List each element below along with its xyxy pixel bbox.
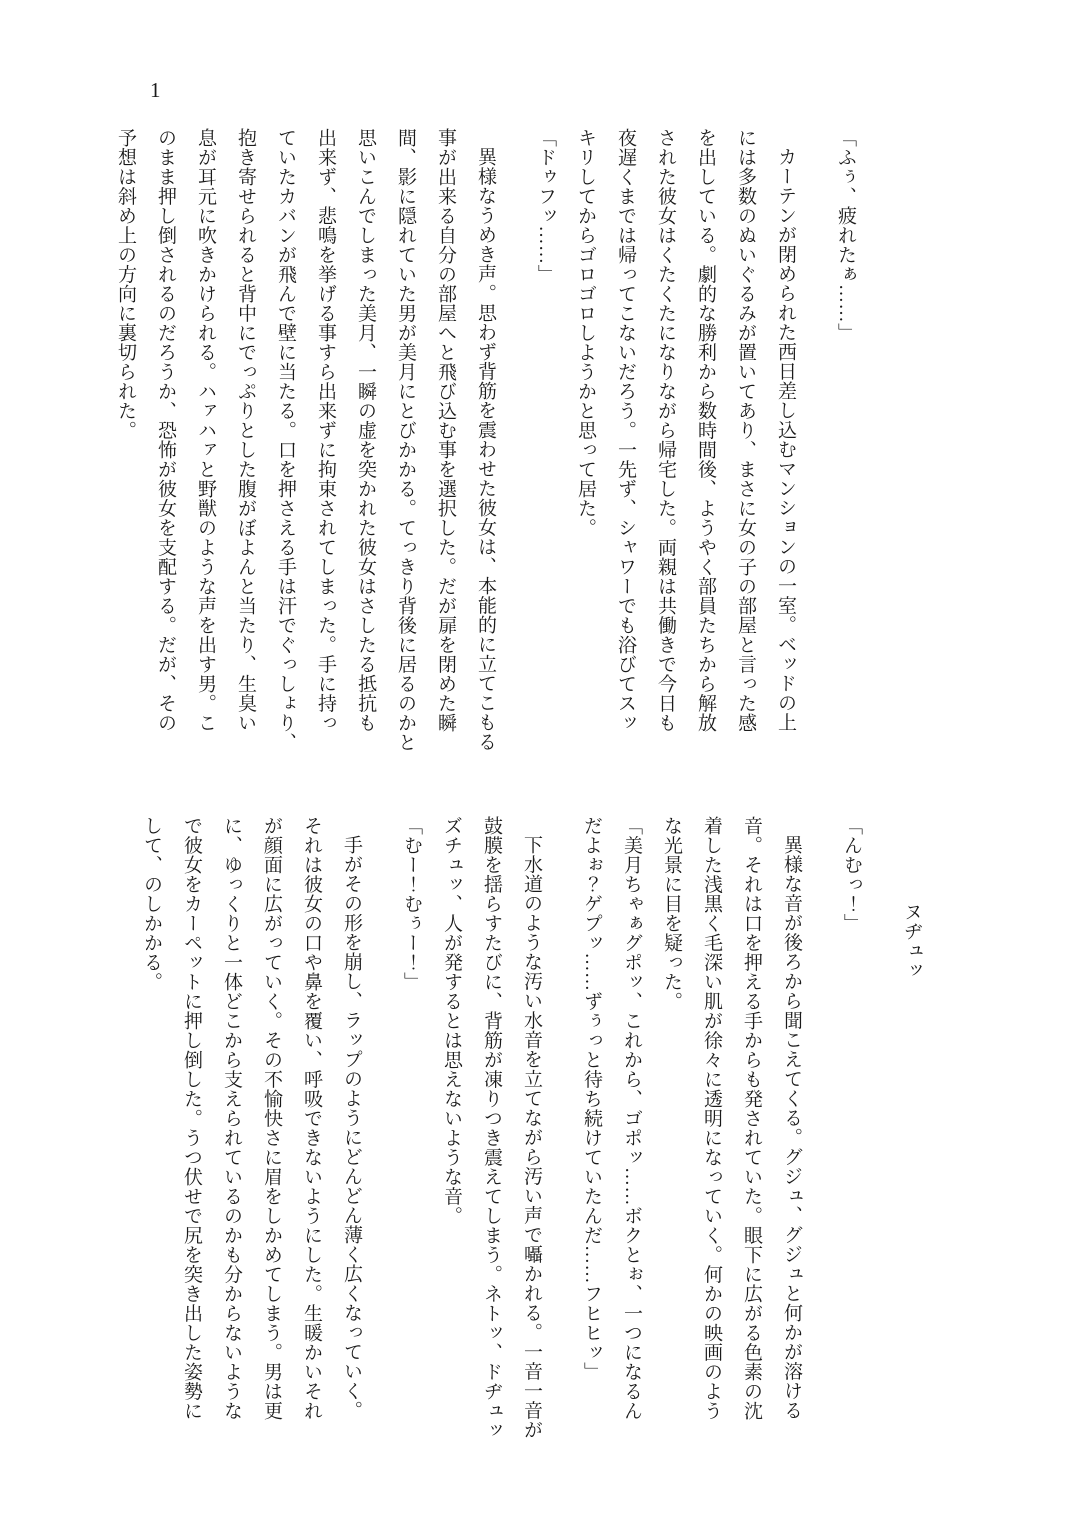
narration-line: 間、影に隠れていた男が美月にとびかかる。てっきり背後に居るのかと xyxy=(395,128,416,752)
narration-line: カーテンが閉められた西日差し込むマンションの一室。ベッドの上 xyxy=(775,147,796,732)
narration-line: 出来ず、悲鳴を挙げる事すら出来ずに拘束されてしまった。手に持っ xyxy=(315,128,336,733)
dialogue-line: 「んむっ！」 xyxy=(841,816,862,933)
narration-line: を出している。劇的な勝利から数時間後、ようやく部員たちから解放 xyxy=(695,128,716,733)
narration-line: ズチュッ、人が発するとは思えないような音。 xyxy=(441,816,462,1226)
narration-line: 息が耳元に吹きかけられる。ハァハァと野獣のような声を出す男。こ xyxy=(195,128,216,733)
page-number: 1 xyxy=(150,78,161,102)
dialogue-line: 「ドゥフッ……」 xyxy=(535,128,556,284)
dialogue-line: 「ふぅ、疲れたぁ……」 xyxy=(835,128,856,343)
narration-line: して、のしかかる。 xyxy=(141,816,162,992)
narration-line: 異様な音が後ろから聞こえてくる。グジュ、グジュと何かが溶ける xyxy=(781,835,802,1420)
narration-line: 下水道のような汚い水音を立てながら汚い声で囁かれる。一音一音が xyxy=(521,835,542,1440)
narration-line: 着した浅黒く毛深い肌が徐々に透明になっていく。何かの映画のよう xyxy=(701,816,722,1421)
narration-line: 事が出来る自分の部屋へと飛び込む事を選択した。だが扉を閉めた瞬 xyxy=(435,128,456,733)
narration-line: 抱き寄せられると背中にでっぷりとした腹がぼよんと当たり、生臭い xyxy=(235,128,256,733)
top-text-block xyxy=(105,128,865,756)
narration-line: には多数のぬいぐるみが置いてあり、まさに女の子の部屋と言った感 xyxy=(735,128,756,733)
narration-line: で彼女をカーペットに押し倒した。うつ伏せで尻を突き出した姿勢に xyxy=(181,816,202,1421)
narration-line: キリしてからゴロゴロしようかと思って居た。 xyxy=(575,128,596,538)
narration-line: に、ゆっくりと一体どこから支えられているのかも分からないような xyxy=(221,816,242,1421)
dialogue-line: だよぉ？ゲプッ……ずぅっと待ち続けていたんだ……フヒヒッ」 xyxy=(581,816,602,1382)
narration-line: 異様なうめき声。思わず背筋を震わせた彼女は、本能的に立てこもる xyxy=(475,147,496,752)
narration-line: 手がその形を崩し、ラップのようにどんどん薄く広くなっていく。 xyxy=(341,835,362,1420)
narration-line: 夜遅くまでは帰ってこないだろう。一先ず、シャワーでも浴びてスッ xyxy=(615,128,636,733)
bottom-text-block xyxy=(131,816,931,1456)
dialogue-line: 「むー！むぅー！」 xyxy=(401,816,422,992)
narration-line: が顔面に広がっていく。その不愉快さに眉をしかめてしまう。男は更 xyxy=(261,816,282,1421)
narration-line: のまま押し倒されるのだろうか、恐怖が彼女を支配する。だが、その xyxy=(155,128,176,733)
narration-line: ていたカバンが飛んで壁に当たる。口を押さえる手は汗でぐっしょり、 xyxy=(275,128,296,752)
dialogue-line: 「美月ちゃぁグポッ、これから、ゴポッ……ボクとぉ、一つになるん xyxy=(621,816,642,1421)
narration-line: それは彼女の口や鼻を覆い、呼吸できないようにした。生暖かいそれ xyxy=(301,816,322,1421)
narration-line: された彼女はくたくたになりながら帰宅した。両親は共働きで今日も xyxy=(655,128,676,733)
narration-line: 予想は斜め上の方向に裏切られた。 xyxy=(115,128,136,440)
narration-line: 鼓膜を揺らすたびに、背筋が凍りつき震えてしまう。ネトッ、ドヂュッ xyxy=(481,816,502,1440)
sound-effect-line: ヌヂュッ xyxy=(901,901,922,980)
narration-line: な光景に目を疑った。 xyxy=(661,816,682,1011)
narration-line: 音。それは口を押える手からも発されていた。眼下に広がる色素の沈 xyxy=(741,816,762,1421)
narration-line: 思いこんでしまった美月、一瞬の虚を突かれた彼女はさしたる抵抗も xyxy=(355,128,376,733)
